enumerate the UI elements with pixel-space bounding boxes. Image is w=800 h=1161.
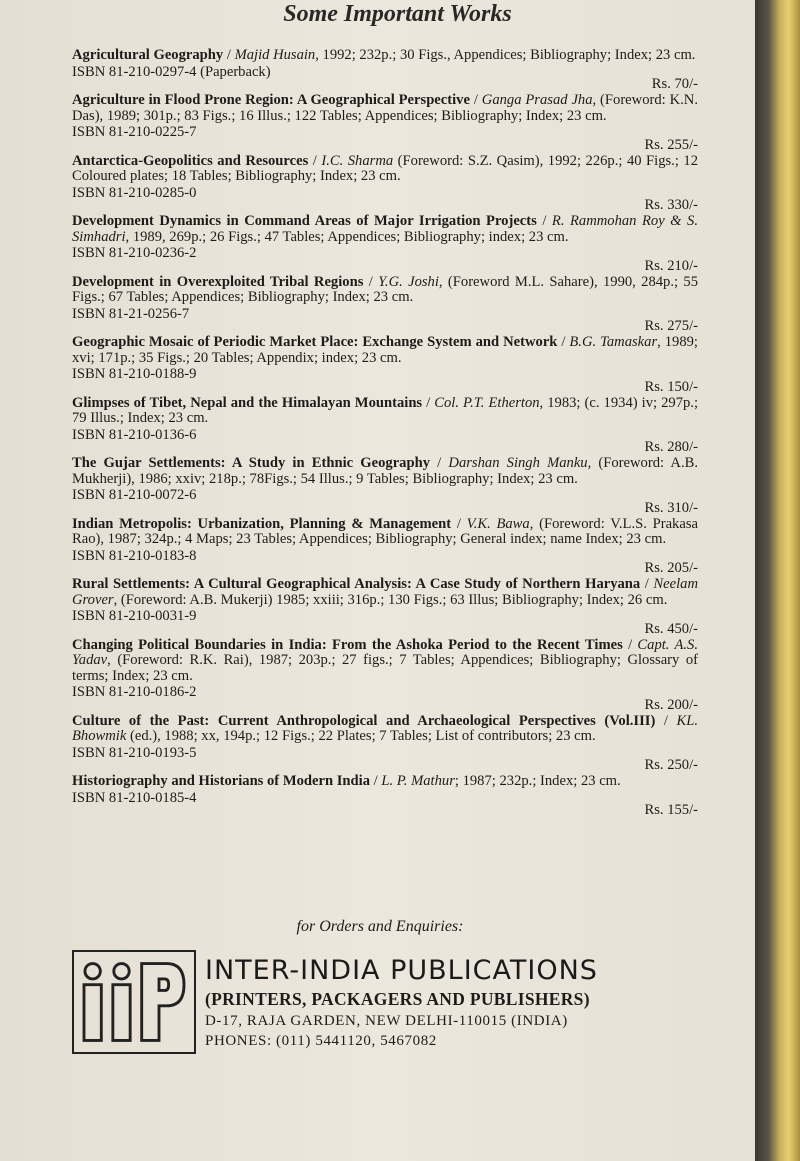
book-title: Culture of the Past: Current Anthropological and Archaeological Perspectives (Vol.III) — [72, 712, 656, 729]
book-price: Rs. 155/- — [644, 802, 698, 818]
book-price: Rs. 255/- — [644, 136, 698, 153]
book-details: (Foreword: S.Z. Qasim), 1992; 226p.; 40 Figs.; 12 Coloured plates; 18 Tables; Bibliography; Index; 23 cm. — [72, 152, 698, 184]
book-details: ; 1987; 232p.; Index; 23 cm. — [454, 773, 621, 789]
book-isbn: ISBN 81-210-0225-7 — [72, 124, 197, 140]
book-title: Indian Metropolis: Urbanization, Planning & Management — [72, 515, 452, 532]
book-spine — [755, 0, 800, 1161]
publisher-logo — [72, 950, 196, 1054]
book-price: Rs. 210/- — [644, 257, 698, 274]
book-isbn: ISBN 81-210-0297-4 (Paperback) — [72, 63, 271, 80]
book-isbn: ISBN 81-210-0185-4 — [72, 789, 197, 806]
book-entry: Antarctica-Geopolitics and Resources / I.C. Sharma (Foreword: S.Z. Qasim), 1992; 226p.; 40 Figs.; 12 Coloured plates; 18 Tables; Bibliography; Index; 23 cm. ISBN 81-210-0285-0 Rs. 330/- — [72, 152, 698, 213]
book-entry: Culture of the Past: Current Anthropological and Archaeological Perspectives (Vol.III) / KL. Bhowmik (ed.), 1988; xx, 194p.; 12 Figs.; 22 Plates; 7 Tables; List of contributors; 23 cm. ISBN 81-210-0193-5 Rs. 250/- — [72, 712, 698, 773]
page-heading: Some Important Works — [283, 1, 512, 27]
book-title: Antarctica-Geopolitics and Resources — [72, 152, 309, 169]
book-price: Rs. 70/- — [651, 76, 698, 92]
book-price: Rs. 280/- — [644, 439, 698, 455]
book-author: I.C. Sharma — [321, 152, 394, 169]
orders-text: for Orders and Enquiries: — [296, 918, 464, 935]
book-isbn: ISBN 81-21-0256-7 — [72, 305, 190, 322]
book-author: L. P. Mathur — [381, 773, 455, 789]
publisher-address: D-17, RAJA GARDEN, NEW DELHI-110015 (INDIA) — [205, 1013, 568, 1029]
book-details: , 1989; xvi; 171p.; 35 Figs.; 20 Tables; Appendix; index; 23 cm. — [72, 334, 698, 366]
book-entry: Development in Overexploited Tribal Regions / Y.G. Joshi, (Foreword M.L. Sahare), 1990, 284p.; 55 Figs.; 67 Tables; Appendices; Bibliography; Index; 23 cm. ISBN 81-21-0256-7 Rs. 275/- — [72, 273, 698, 334]
book-author: KL. Bhowmik — [72, 712, 698, 744]
book-price: Rs. 250/- — [644, 757, 698, 773]
book-entry: Historiography and Historians of Modern India / L. P. Mathur; 1987; 232p.; Index; 23 cm. ISBN 81-210-0185-4 Rs. 155/- — [72, 773, 698, 818]
book-entry: The Gujar Settlements: A Study in Ethnic Geography / Darshan Singh Manku, (Foreword: A.B. Mukherji), 1986; xxiv; 218p.; 78Figs.; 54 Illus.; 9 Tables; Bibliography; Index; 23 cm. ISBN 81-210-0072-6 Rs. 310/- — [72, 455, 698, 516]
book-isbn: ISBN 81-210-0031-9 — [72, 608, 197, 624]
book-isbn: ISBN 81-210-0183-8 — [72, 547, 197, 564]
book-isbn: ISBN 81-210-0236-2 — [72, 245, 197, 261]
book-price: Rs. 450/- — [644, 620, 698, 637]
book-details: , 1983; (c. 1934) iv; 297p.; 79 Illus.; Index; 23 cm. — [72, 394, 698, 426]
publisher-phones: PHONES: (011) 5441120, 5467082 — [205, 1033, 437, 1049]
book-title: Development in Overexploited Tribal Regions — [72, 273, 364, 290]
book-author: R. Rammohan Roy & S. Simhadri — [72, 213, 698, 245]
book-title: Development Dynamics in Command Areas of Major Irrigation Projects — [72, 213, 537, 229]
book-details: , (Foreword: A.B. Mukerji) 1985; xxiii; 316p.; 130 Figs.; 63 Illus; Bibliography; Index; 26 cm. — [113, 591, 668, 608]
book-author: V.K. Bawa — [466, 515, 530, 532]
book-author: Col. P.T. Etherton — [434, 394, 540, 411]
book-isbn: ISBN 81-210-0188-9 — [72, 366, 197, 382]
book-details: , 1989, 269p.; 26 Figs.; 47 Tables; Appendices; Bibliography; index; 23 cm. — [125, 228, 569, 245]
book-price: Rs. 200/- — [644, 696, 698, 713]
book-author: Darshan Singh Manku — [448, 455, 588, 471]
book-details: , 1992; 232p.; 30 Figs., Appendices; Bibliography; Index; 23 cm. — [315, 47, 696, 63]
book-title: Agricultural Geography — [72, 47, 224, 63]
book-author: B.G. Tamaskar — [569, 334, 658, 350]
publisher-subtitle: (PRINTERS, PACKAGERS AND PUBLISHERS) — [205, 989, 590, 1009]
iip-logo-icon — [74, 952, 194, 1052]
book-title: Changing Political Boundaries in India: From the Ashoka Period to the Recent Times — [72, 636, 623, 653]
book-price: Rs. 330/- — [644, 197, 698, 213]
book-entry: Indian Metropolis: Urbanization, Planning & Management / V.K. Bawa, (Foreword: V.L.S. Prakasa Rao), 1987; 324p.; 4 Maps; 23 Tables; Appendices; Bibliography; General index; name Index; 23 cm. ISBN 81-210-0183-8 Rs. 205/- — [72, 515, 698, 576]
publisher-name: INTER-INDIA PUBLICATIONS — [205, 955, 598, 986]
book-title: The Gujar Settlements: A Study in Ethnic Geography — [72, 455, 431, 471]
book-author: Capt. A.S. Yadav — [72, 636, 698, 668]
book-details: (ed.), 1988; xx, 194p.; 12 Figs.; 22 Plates; 7 Tables; List of contributors; 23 cm. — [126, 728, 596, 744]
book-title: Glimpses of Tibet, Nepal and the Himalayan Mountains — [72, 394, 423, 411]
book-details: , (Foreword M.L. Sahare), 1990, 284p.; 55 Figs.; 67 Tables; Appendices; Bibliography; Index; 23 cm. — [72, 273, 698, 305]
book-isbn: ISBN 81-210-0136-6 — [72, 426, 197, 443]
book-title: Rural Settlements: A Cultural Geographical Analysis: A Case Study of Northern Haryana — [72, 576, 641, 592]
book-entry: Development Dynamics in Command Areas of Major Irrigation Projects / R. Rammohan Roy & S. Simhadri, 1989, 269p.; 26 Figs.; 47 Tables; Appendices; Bibliography; index; 23 cm. ISBN 81-210-0236-2 Rs. 210/- — [72, 213, 698, 274]
book-isbn: ISBN 81-210-0072-6 — [72, 487, 197, 503]
book-title: Agriculture in Flood Prone Region: A Geographical Perspective — [72, 92, 470, 108]
book-entry: Rural Settlements: A Cultural Geographical Analysis: A Case Study of Northern Haryana / Neelam Grover, (Foreword: A.B. Mukerji) 1985; xxiii; 316p.; 130 Figs.; 63 Illus; Bibliography; Index; 26 cm. ISBN 81-210-0031-9 Rs. 450/- — [72, 576, 698, 637]
publisher-block — [205, 955, 705, 1051]
book-author: Ganga Prasad Jha — [481, 92, 593, 108]
book-price: Rs. 275/- — [644, 318, 698, 334]
book-details: , (Foreword: A.B. Mukherji), 1986; xxiv; 218p.; 78Figs.; 54 Illus.; 9 Tables; Bibliography; Index; 23 cm. — [72, 455, 698, 487]
book-isbn: ISBN 81-210-0285-0 — [72, 184, 197, 201]
book-entry: Geographic Mosaic of Periodic Market Place: Exchange System and Network / B.G. Tamaskar, 1989; xvi; 171p.; 35 Figs.; 20 Tables; Appendix; index; 23 cm. ISBN 81-210-0188-9 Rs. 150/- — [72, 334, 698, 395]
book-author: Y.G. Joshi — [378, 273, 439, 290]
book-entry: Agriculture in Flood Prone Region: A Geographical Perspective / Ganga Prasad Jha, (Foreword: K.N. Das), 1989; 301p.; 83 Figs.; 16 Illus.; 122 Tables; Appendices; Bibliography; Index; 23 cm. ISBN 81-210-0225-7 Rs. 255/- — [72, 92, 698, 153]
book-price: Rs. 310/- — [644, 499, 698, 516]
book-isbn: ISBN 81-210-0186-2 — [72, 684, 197, 700]
book-title: Historiography and Historians of Modern India — [72, 773, 370, 789]
book-price: Rs. 205/- — [644, 560, 698, 576]
book-details: , (Foreword: V.L.S. Prakasa Rao), 1987; 324p.; 4 Maps; 23 Tables; Appendices; Bibliography; General index; name Index; 23 cm. — [72, 515, 698, 547]
book-entry: Changing Political Boundaries in India: From the Ashoka Period to the Recent Times / Capt. A.S. Yadav, (Foreword: R.K. Rai), 1987; 203p.; 27 figs.; 7 Tables; Appendices; Bibliography; Glossary of terms; Index; 23 cm. ISBN 81-210-0186-2 Rs. 200/- — [72, 636, 698, 713]
book-details: , (Foreword: R.K. Rai), 1987; 203p.; 27 figs.; 7 Tables; Appendices; Bibliography; Glossary of terms; Index; 23 cm. — [72, 652, 698, 684]
book-entry: Glimpses of Tibet, Nepal and the Himalayan Mountains / Col. P.T. Etherton, 1983; (c. 1934) iv; 297p.; 79 Illus.; Index; 23 cm. ISBN 81-210-0136-6 Rs. 280/- — [72, 394, 698, 455]
book-entry: Agricultural Geography / Majid Husain, 1992; 232p.; 30 Figs., Appendices; Bibliography; Index; 23 cm. ISBN 81-210-0297-4 (Paperback) Rs. 70/- — [72, 47, 698, 92]
book-author: Majid Husain — [234, 47, 316, 63]
book-title: Geographic Mosaic of Periodic Market Place: Exchange System and Network — [72, 334, 558, 350]
book-price: Rs. 150/- — [644, 378, 698, 395]
book-isbn: ISBN 81-210-0193-5 — [72, 744, 197, 761]
book-details: , (Foreword: K.N. Das), 1989; 301p.; 83 Figs.; 16 Illus.; 122 Tables; Appendices; Bibliography; Index; 23 cm. — [72, 92, 698, 124]
works-list — [72, 48, 698, 819]
book-author: Neelam Grover — [72, 576, 698, 608]
